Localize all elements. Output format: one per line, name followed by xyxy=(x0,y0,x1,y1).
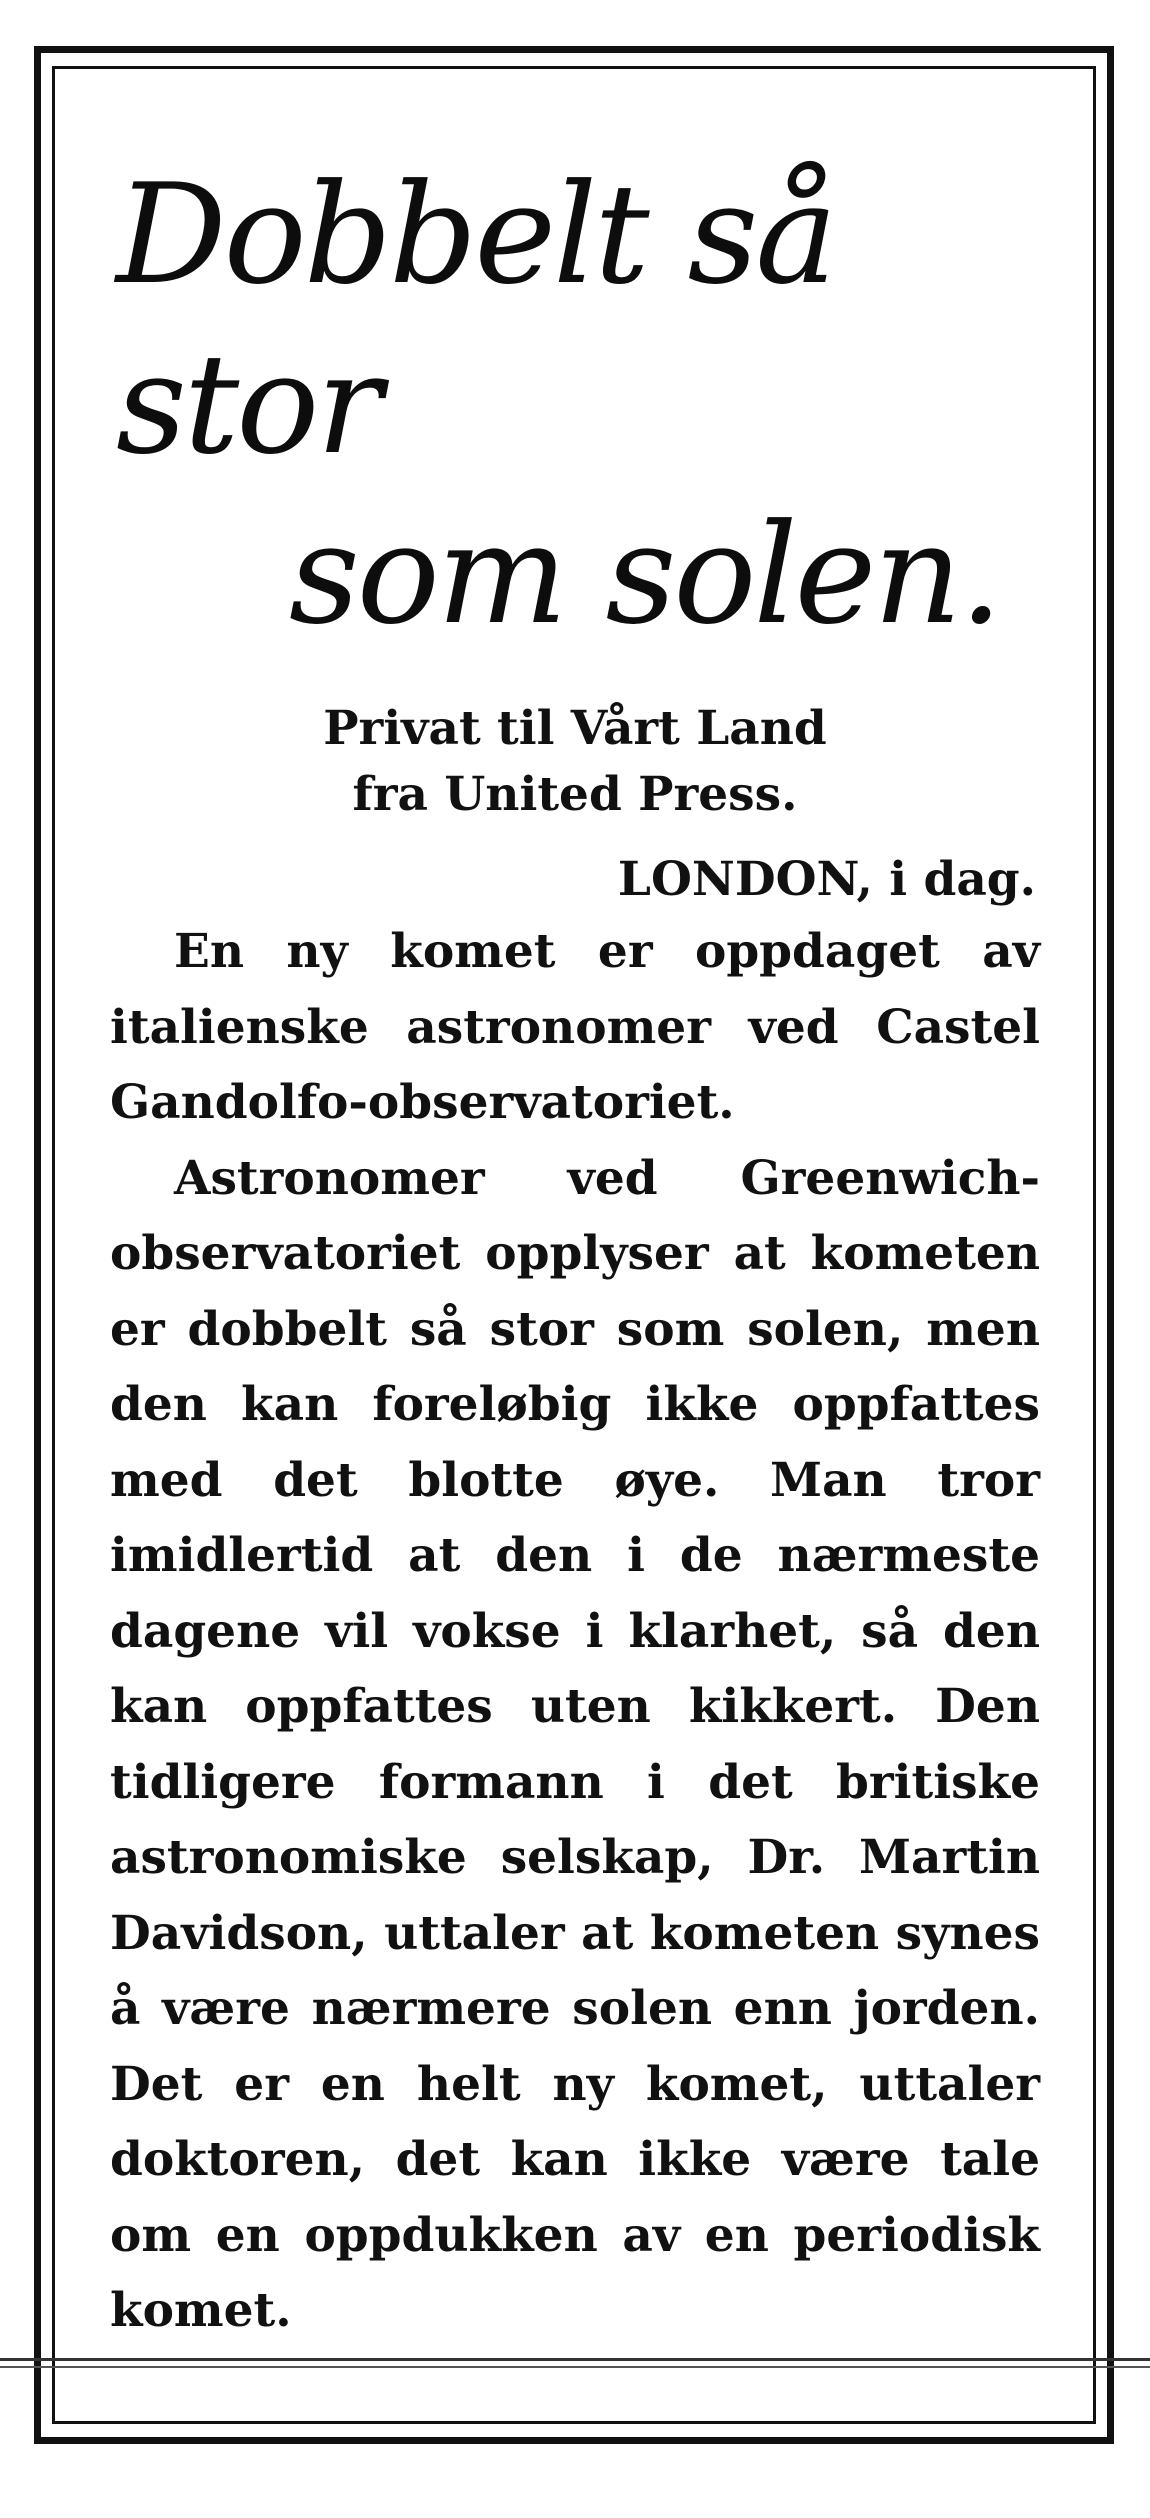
article xyxy=(110,150,1040,2349)
paragraph-2: Astronomer ved Greenwich-observatoriet opplyser at kometen er dobbelt så stor som solen, men den kan foreløbig ikke oppfattes med det blotte øye. Man tror imidlertid at den i de nærmeste dagene vil vokse i klarhet, så den kan oppfattes uten kikkert. Den tidligere formann i det britiske astronomiske selskap, Dr. Martin Davidson, uttaler at kometen synes å være nærmere solen enn jorden. Det er en helt ny komet, uttaler doktoren, det kan ikke være tale om en oppdukken av en periodisk komet. xyxy=(110,1150,1040,2338)
byline xyxy=(110,696,1040,828)
page-divider-rule-secondary xyxy=(0,2366,1150,2368)
article-body xyxy=(110,914,1040,2349)
byline-line-2: fra United Press. xyxy=(352,767,798,822)
byline-line-1: Privat til Vårt Land xyxy=(323,701,827,756)
dateline: LONDON, i dag. xyxy=(617,852,1036,907)
headline-line-1: Dobbelt så stor xyxy=(116,154,835,485)
headline xyxy=(110,150,1040,660)
page-divider-rule xyxy=(0,2358,1150,2361)
paragraph-1: En ny komet er oppdaget av italienske astronomer ved Castel Gandolfo-observatoriet. xyxy=(110,924,1040,1130)
headline-line-2: som solen. xyxy=(288,494,1000,655)
